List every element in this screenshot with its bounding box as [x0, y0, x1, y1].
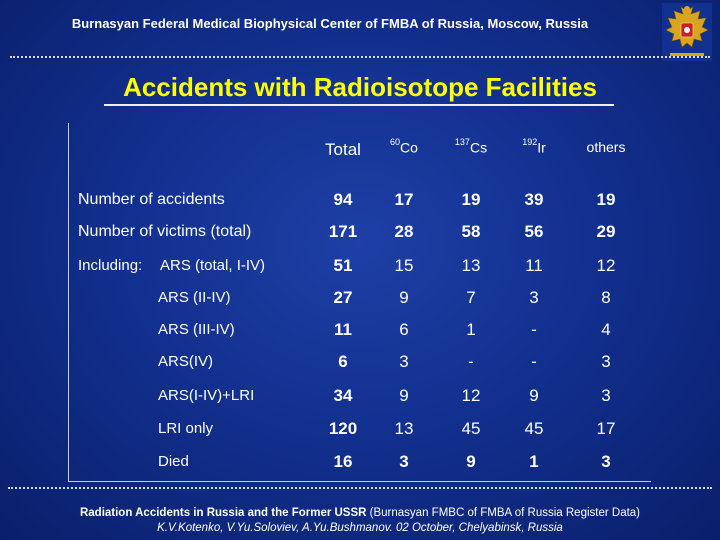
row-label: Number of accidents	[78, 191, 225, 208]
column-header-3	[503, 139, 565, 156]
table-cell: -	[531, 320, 537, 339]
table-cell: 9	[399, 288, 409, 307]
row-label: ARS(IV)	[158, 353, 214, 370]
column-header-4	[575, 139, 637, 155]
column-header-label: Co	[400, 139, 418, 156]
table-cell: 4	[601, 320, 611, 339]
source-citation	[0, 507, 720, 519]
row-prefix: Including:	[78, 257, 143, 274]
table-cell: 3	[601, 352, 611, 371]
table-cell: -	[531, 352, 537, 371]
table-cell: 17	[596, 419, 616, 438]
row-label: ARS(I-IV)+LRI	[158, 387, 255, 404]
table-cell: 34	[333, 386, 353, 405]
footer-divider	[8, 487, 712, 489]
table-cell: 6	[399, 320, 409, 339]
table-cell: 19	[596, 190, 616, 209]
table-cell: 3	[601, 452, 611, 471]
title-underline	[104, 104, 614, 106]
table-cell: 11	[334, 320, 352, 339]
column-header-0	[312, 140, 374, 160]
table-cell: 171	[328, 222, 358, 241]
table-cell: 15	[394, 256, 414, 275]
column-header-label: Ir	[537, 139, 546, 156]
table-cell: 19	[461, 190, 481, 209]
row-label: Number of victims (total)	[78, 223, 252, 240]
double-headed-eagle-emblem-icon	[662, 3, 712, 61]
table-cell: 28	[394, 222, 414, 241]
table-cell: 8	[601, 288, 611, 307]
table-cell: 94	[333, 190, 353, 209]
table-cell: 39	[524, 190, 544, 209]
table-cell: 1	[529, 452, 539, 471]
row-label: Died	[158, 453, 189, 470]
table-cell: 51	[333, 256, 353, 275]
table-cell: 7	[466, 288, 476, 307]
column-header-isotope-mass: 192	[522, 137, 538, 147]
table-cell: 27	[333, 288, 353, 307]
row-label: ARS (II-IV)	[158, 289, 231, 306]
table-cell: 3	[399, 352, 409, 371]
column-header-isotope-mass: 137	[454, 137, 470, 147]
source-title: Radiation Accidents in Russia and the Former USSR	[79, 507, 367, 519]
table-cell: 11	[525, 256, 543, 275]
table-cell: 56	[524, 222, 544, 241]
table-cell: 12	[596, 256, 616, 275]
row-label: ARS (total, I-IV)	[160, 257, 266, 274]
column-header-1	[373, 139, 435, 156]
table-cell: 45	[461, 419, 481, 438]
table-cell: 1	[466, 320, 476, 339]
table-cell: 9	[399, 386, 409, 405]
column-header-label: others	[586, 139, 626, 155]
organization-header: Burnasyan Federal Medical Biophysical Center of FMBA of Russia, Moscow, Russia	[71, 16, 589, 31]
table-cell: 13	[461, 256, 481, 275]
table-cell: 12	[461, 386, 481, 405]
column-header-2	[440, 139, 502, 156]
column-header-label: Cs	[469, 139, 488, 156]
table-cell: 3	[399, 452, 409, 471]
table-cell: 16	[333, 452, 353, 471]
table-cell: 17	[394, 190, 414, 209]
column-header-isotope-mass: 60	[390, 137, 401, 147]
table-cell: 29	[596, 222, 616, 241]
table-cell: 9	[466, 452, 476, 471]
table-cell: 3	[601, 386, 611, 405]
row-label: ARS (III-IV)	[158, 321, 235, 338]
table-cell: 6	[338, 352, 348, 371]
table-cell: 58	[461, 222, 481, 241]
authors-line: K.V.Kotenko, V.Yu.Soloviev, A.Yu.Bushmanov. 02 October, Chelyabinsk, Russia	[157, 522, 563, 534]
table-cell: 13	[394, 419, 414, 438]
column-header-label: Total	[325, 140, 361, 159]
source-register: (Burnasyan FMBC of FMBA of Russia Register Data)	[366, 507, 641, 519]
table-cell: 9	[529, 386, 539, 405]
table-cell: 120	[328, 419, 358, 438]
table-cell: 45	[524, 419, 544, 438]
table-cell: -	[468, 352, 474, 371]
header-divider	[10, 56, 710, 58]
row-label: LRI only	[158, 420, 214, 437]
table-cell: 3	[529, 288, 539, 307]
page-title: Accidents with Radioisotope Facilities	[123, 72, 597, 102]
